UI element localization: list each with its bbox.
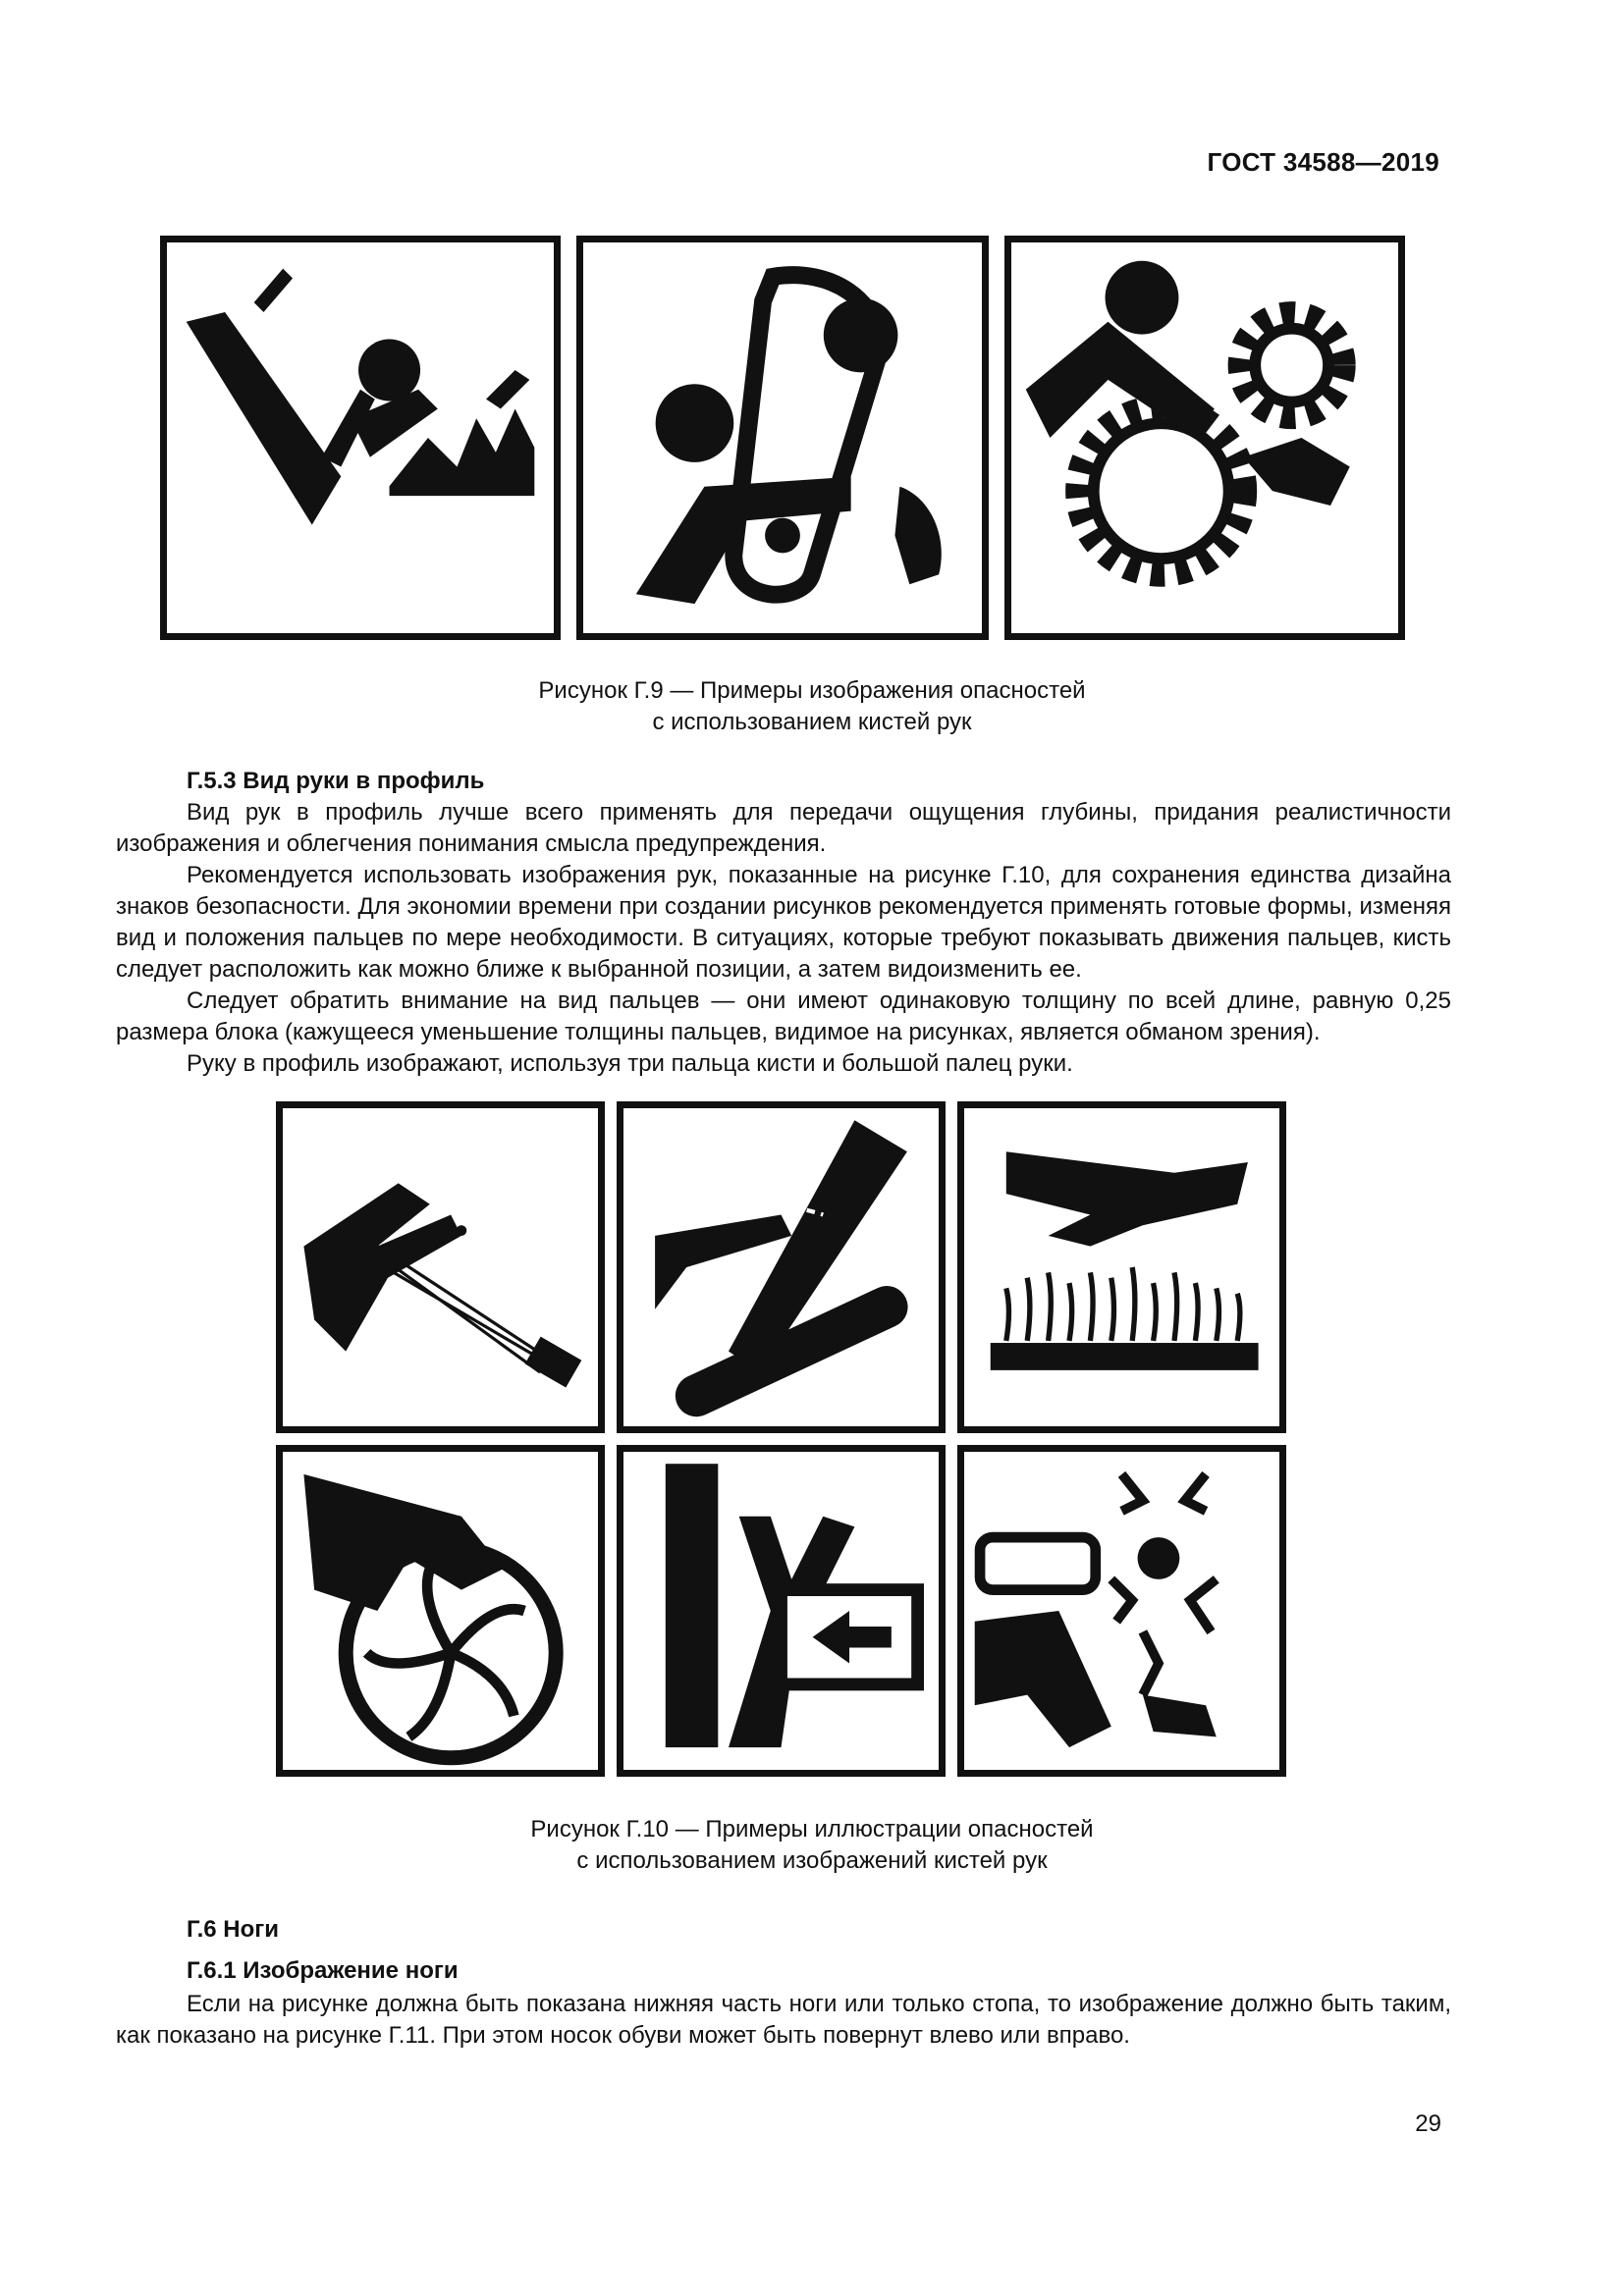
section-g53-heading: Г.5.3 Вид руки в профиль bbox=[187, 768, 485, 794]
section-g53-body bbox=[116, 797, 1451, 1080]
falling-into-crusher-sign bbox=[160, 236, 561, 640]
paragraph: Руку в профиль изображают, используя три пальца кисти и большой палец руки. bbox=[187, 1050, 1073, 1077]
hand-press-icon bbox=[623, 1452, 939, 1770]
hand-roller-icon bbox=[623, 1108, 939, 1426]
figure-10-caption-line2: с использованием изображений кистей рук bbox=[576, 1847, 1048, 1874]
figure-10 bbox=[276, 1101, 1287, 1779]
gears-icon bbox=[1011, 242, 1398, 633]
falling-person-icon bbox=[167, 242, 554, 633]
figure-9-caption bbox=[0, 675, 1624, 738]
figure-10-caption bbox=[0, 1814, 1624, 1877]
figure-10-caption-line1: Рисунок Г.10 — Примеры иллюстрации опасностей bbox=[530, 1816, 1094, 1842]
gear-crush-sign bbox=[1004, 236, 1405, 640]
pinch-roller-sign bbox=[617, 1101, 946, 1433]
hand-fire-icon bbox=[964, 1108, 1279, 1426]
hand-electric-icon bbox=[964, 1452, 1279, 1770]
belt-drive-entanglement-sign bbox=[576, 236, 989, 640]
hot-surface-sign bbox=[957, 1101, 1286, 1433]
paragraph: Следует обратить внимание на вид пальцев — они имеют одинаковую толщину по всей длине, равную 0,25 размера блока (кажущееся уменьшение толщины пальцев, видимое на рисунках, является обманом зрения). bbox=[116, 988, 1451, 1045]
paragraph: Если на рисунке должна быть показана нижняя часть ноги или только стопа, то изображение должно быть таким, как показано на рисунке Г.11. При этом носок обуви может быть повернут влево или вправо. bbox=[116, 1991, 1451, 2049]
figure-9-caption-line1: Рисунок Г.9 — Примеры изображения опасностей bbox=[538, 677, 1086, 704]
paragraph: Вид рук в профиль лучше всего применять для передачи ощущения глубины, придания реалистичности изображения и облегчения понимания смысла предупреждения. bbox=[116, 799, 1451, 857]
section-g6-heading: Г.6 Ноги bbox=[187, 1916, 280, 1943]
belt-drive-icon bbox=[583, 242, 982, 633]
hand-fan-icon bbox=[283, 1452, 598, 1770]
figure-9-caption-line2: с использованием кистей рук bbox=[652, 709, 972, 735]
section-g61-body bbox=[116, 1989, 1451, 2052]
paragraph: Рекомендуется использовать изображения рук, показанные на рисунке Г.10, для сохранения единства дизайна знаков безопасности. Для экономии времени при создании рисунков рекомендуется применять готовые формы, изменяя вид и положения пальцев по мере необходимости. В ситуациях, которые требуют показывать движения пальцев, кисть следует расположить как можно ближе к выбранной позиции, а затем видоизменить ее. bbox=[116, 862, 1451, 983]
figure-9 bbox=[160, 236, 1405, 640]
fan-blade-sign bbox=[276, 1445, 605, 1777]
spray-injection-sign bbox=[276, 1101, 605, 1433]
section-g61-heading: Г.6.1 Изображение ноги bbox=[187, 1957, 459, 1984]
hand-spray-icon bbox=[283, 1108, 598, 1426]
press-crush-sign bbox=[617, 1445, 946, 1777]
document-header: ГОСТ 34588—2019 bbox=[1207, 147, 1439, 177]
electric-shock-sign bbox=[957, 1445, 1286, 1777]
page-number: 29 bbox=[1415, 2110, 1441, 2137]
